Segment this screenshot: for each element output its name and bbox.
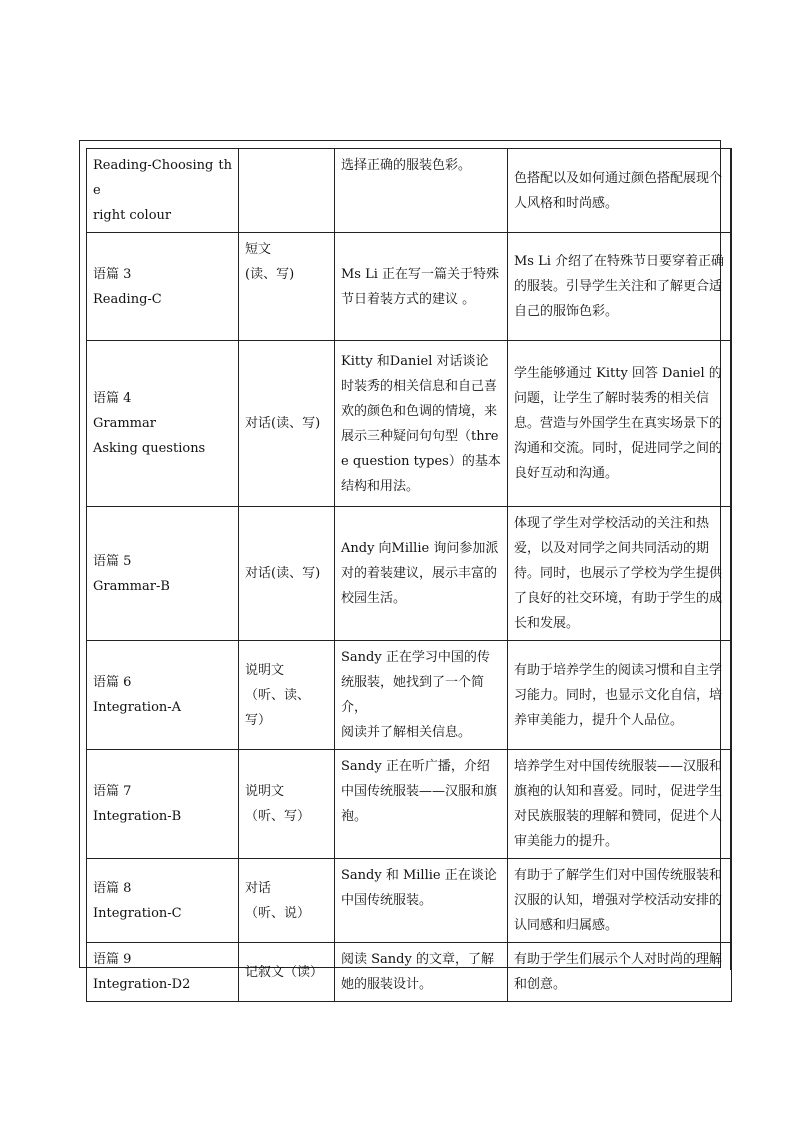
purpose-cell: 体现了学生对学校活动的关注和热爱，以及对同学之间共同活动的期待。同时，也展示了学校为学生提供了良好的社交环境，有助于学生的成长和发展。 (508, 507, 732, 641)
purpose-cell: 培养学生对中国传统服装——汉服和旗袍的认知和喜爱。同时，促进学生对民族服装的理解和赞同，促进个人审美能力的提升。 (508, 750, 732, 859)
text-title-cell: 语篇 9 Integration-D2 (87, 943, 239, 1002)
text-title-cell: 语篇 4 Grammar Asking questions (87, 341, 239, 507)
purpose-cell: 有助于学生们展示个人对时尚的理解和创意。 (508, 943, 732, 1002)
content-cell: 阅读 Sandy 的文章，了解她的服装设计。 (335, 943, 508, 1002)
purpose-cell: Ms Li 介绍了在特殊节日要穿着正确的服装。引导学生关注和了解更合适自己的服饰色彩。 (508, 233, 732, 341)
purpose-cell: 有助于培养学生的阅读习惯和自主学习能力。同时，也显示文化自信，培养审美能力，提升个人品位。 (508, 641, 732, 750)
table-row (87, 859, 732, 943)
text-type-cell: 短文 (读、写) (239, 233, 335, 341)
text-type-cell: 说明文 （听、写） (239, 750, 335, 859)
lesson-table (86, 148, 732, 1002)
content-cell: Sandy 和 Millie 正在谈论中国传统服装。 (335, 859, 508, 943)
purpose-cell: 有助于了解学生们对中国传统服装和汉服的认知，增强对学校活动安排的认同感和归属感。 (508, 859, 732, 943)
table-row (87, 507, 732, 641)
table-row (87, 149, 732, 233)
text-type-cell (239, 149, 335, 233)
table-row (87, 750, 732, 859)
text-title-cell: 语篇 7 Integration-B (87, 750, 239, 859)
text-type-cell: 对话 （听、说） (239, 859, 335, 943)
text-title-cell: 语篇 6 Integration-A (87, 641, 239, 750)
content-cell: Ms Li 正在写一篇关于特殊节日着装方式的建议 。 (335, 233, 508, 341)
text-type-cell: 对话(读、写) (239, 341, 335, 507)
table-row (87, 641, 732, 750)
purpose-cell: 学生能够通过 Kitty 回答 Daniel 的问题，让学生了解时装秀的相关信息。营造与外国学生在真实场景下的沟通和交流。同时，促进同学之间的良好互动和沟通。 (508, 341, 732, 507)
text-title-cell: 语篇 3 Reading-C (87, 233, 239, 341)
table-row (87, 341, 732, 507)
table-row (87, 943, 732, 1002)
text-type-cell: 记叙文（读） (239, 943, 335, 1002)
text-type-cell: 对话(读、写) (239, 507, 335, 641)
table-row (87, 233, 732, 341)
text-title-cell: Reading-Choosing the right colour (87, 149, 239, 233)
text-title-cell: 语篇 8 Integration-C (87, 859, 239, 943)
content-cell: Kitty 和Daniel 对话谈论时装秀的相关信息和自己喜欢的颜色和色调的情境，来展示三种疑问句句型（three question types）的基本结构和用法。 (335, 341, 508, 507)
text-title-cell: 语篇 5 Grammar-B (87, 507, 239, 641)
content-cell: Sandy 正在听广播，介绍中国传统服装——汉服和旗袍。 (335, 750, 508, 859)
content-cell: 选择正确的服装色彩。 (335, 149, 508, 233)
content-cell: Andy 向Millie 询问参加派对的着装建议，展示丰富的校园生活。 (335, 507, 508, 641)
content-cell: Sandy 正在学习中国的传统服装，她找到了一个简介， 阅读并了解相关信息。 (335, 641, 508, 750)
text-type-cell: 说明文 （听、读、写） (239, 641, 335, 750)
purpose-cell: 色搭配以及如何通过颜色搭配展现个人风格和时尚感。 (508, 149, 732, 233)
